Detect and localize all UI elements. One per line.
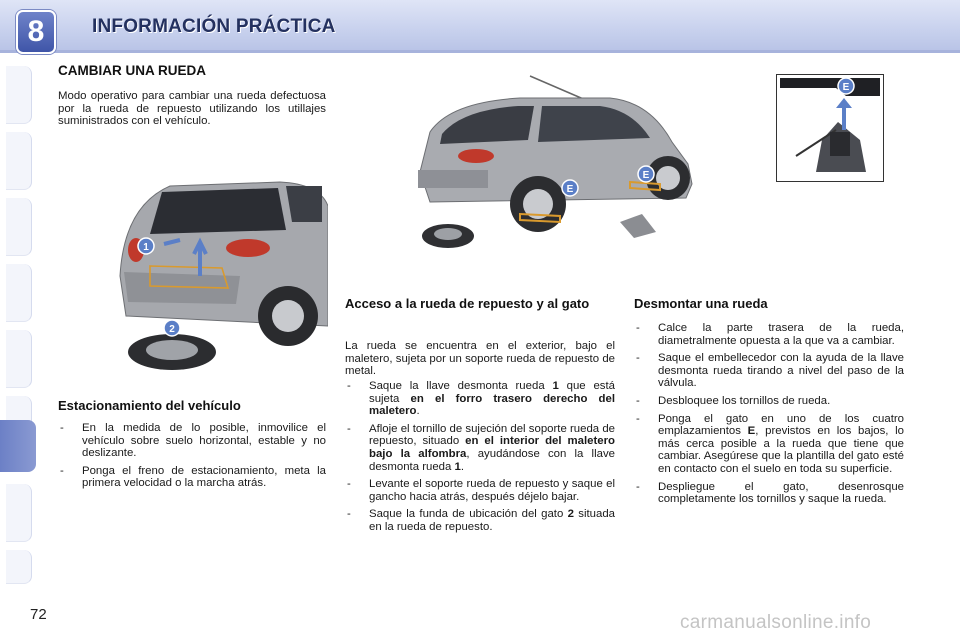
watermark: carmanualsonline.info (680, 612, 872, 633)
section-title: CAMBIAR UNA RUEDA (58, 63, 206, 78)
list-item: - Afloje el tornillo de sujeción del soporte rueda de repuesto, situado en el interior del maletero bajo la alfombra, ayudándose con la llave desmonta rueda 1. (347, 422, 615, 473)
access-steps (345, 380, 615, 539)
list-item: - Ponga el freno de estacionamiento, meta la primera velocidad o la marcha atrás. (60, 464, 326, 490)
list-item: - Despliegue el gato, desenrosque completamente los tornillos y saque la rueda. (636, 480, 904, 506)
page-number: 72 (30, 606, 47, 623)
callout-label-2: 2 (169, 324, 175, 335)
list-item: - Levante el soporte rueda de repuesto y saque el gancho hacia atrás, después déjelo bajar. (347, 478, 615, 503)
callout-label-1: 1 (143, 242, 149, 253)
list-item: - Ponga el gato en uno de los cuatro emplazamientos E, previstos en los bajos, lo más cerca posible a la rueda que tiene que cambiar. Asegúrese que la plantilla del gato esté en contacto con el suelo en toda su superficie. (636, 412, 904, 475)
list-item: - Saque la funda de ubicación del gato 2 situada en la rueda de repuesto. (347, 508, 615, 533)
chapter-title: INFORMACIÓN PRÁCTICA (92, 16, 336, 37)
list-item: - Calce la parte trasera de la rueda, diametralmente opuesta a la que va a cambiar. (636, 322, 904, 347)
car-jacking-points-illustration (410, 72, 710, 262)
list-item: - Saque el embellecedor con la ayuda de la llave desmonta rueda tirando a nivel del paso de la válvula. (636, 352, 904, 390)
jack-inset-illustration (776, 74, 884, 182)
parking-heading: Estacionamiento del vehículo (58, 398, 241, 413)
jack-label-e: E (842, 82, 850, 93)
jacking-point-label-e1: E (566, 184, 574, 195)
removal-steps (634, 322, 904, 511)
removal-heading: Desmontar una rueda (634, 296, 768, 311)
list-item: - Saque la llave desmonta rueda 1 que está sujeta en el forro trasero derecho del maletero. (347, 380, 615, 418)
chapter-number-badge: 8 (16, 10, 56, 54)
parking-steps (58, 422, 326, 495)
access-heading: Acceso a la rueda de repuesto y al gato (345, 296, 590, 311)
spare-wheel-access-illustration (110, 176, 328, 376)
jacking-point-label-e2: E (642, 170, 650, 181)
list-item: - En la medida de lo posible, inmovilice el vehículo sobre suelo horizontal, estable y no deslizante. (60, 422, 326, 460)
list-item: - Desbloquee los tornillos de rueda. (636, 394, 831, 407)
intro-paragraph: Modo operativo para cambiar una rueda defectuosa por la rueda de repuesto utilizando los utillajes suministrados con el vehículo. (58, 90, 326, 128)
access-paragraph: La rueda se encuentra en el exterior, bajo el maletero, sujeta por un soporte rueda de repuesto de metal. (345, 340, 615, 378)
